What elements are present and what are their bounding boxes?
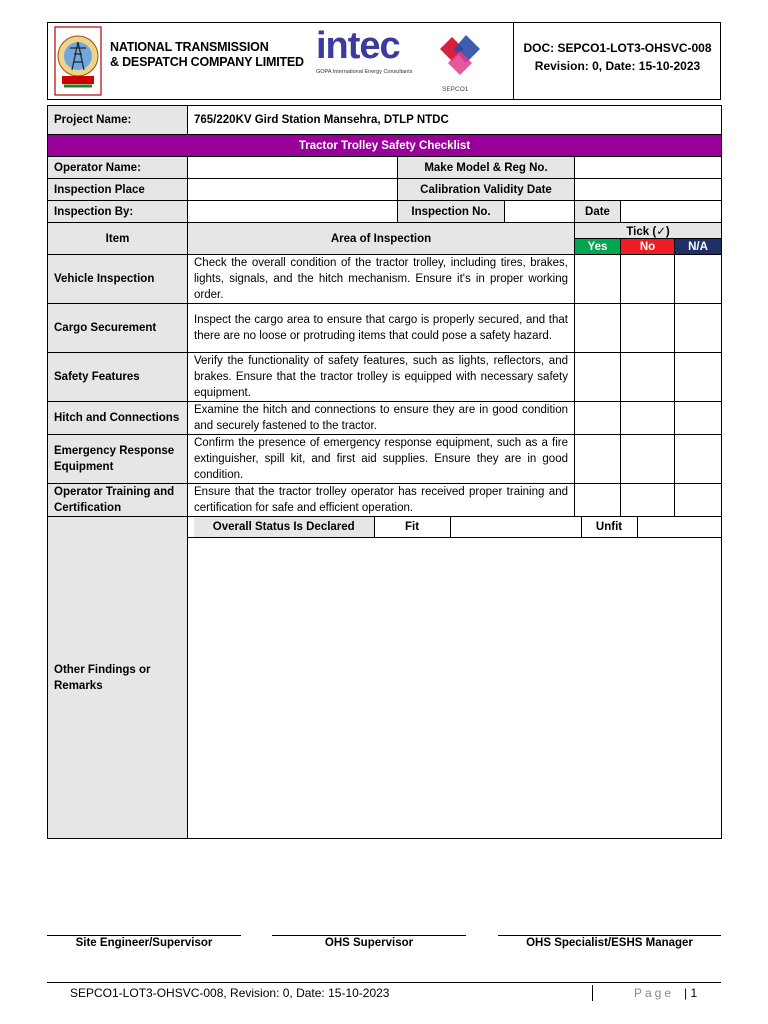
- footer-doc-ref: SEPCO1-LOT3-OHSVC-008, Revision: 0, Date: 15-10-2023: [70, 986, 390, 1000]
- date-label: Date: [575, 201, 621, 223]
- yes-checkbox[interactable]: [575, 353, 621, 402]
- item-description: Confirm the presence of emergency response equipment, such as a fire extinguisher, spill kit, and first aid supplies. Ensure they are in good condition.: [188, 435, 575, 484]
- table-row: [48, 255, 722, 304]
- area-column-header: Area of Inspection: [188, 223, 575, 255]
- operator-name-label: Operator Name:: [48, 157, 188, 179]
- inspection-place-field[interactable]: [188, 179, 398, 201]
- inspection-place-label: Inspection Place: [48, 179, 188, 201]
- status-row: [48, 517, 722, 538]
- item-label: Cargo Securement: [48, 304, 188, 353]
- calibration-label: Calibration Validity Date: [398, 179, 575, 201]
- footer-page-word: Page: [634, 986, 675, 1000]
- table-row: [48, 402, 722, 435]
- site-engineer-signature-label: Site Engineer/Supervisor: [75, 937, 213, 949]
- status-table: [194, 517, 728, 537]
- sepco-label: SEPCO1: [442, 86, 469, 93]
- date-field[interactable]: [621, 201, 722, 223]
- item-description: Ensure that the tractor trolley operator has received proper training and certification for safe and efficient operation.: [188, 484, 575, 517]
- place-row: [48, 179, 722, 201]
- intec-logo-text: intec: [316, 25, 400, 67]
- item-column-header: Item: [48, 223, 188, 255]
- inspection-no-label: Inspection No.: [398, 201, 505, 223]
- doc-info: [514, 39, 721, 75]
- ohs-specialist-signature-label: OHS Specialist/ESHS Manager: [526, 937, 693, 949]
- no-checkbox[interactable]: [621, 402, 675, 435]
- table-row: [48, 435, 722, 484]
- ohs-supervisor-signature-label: OHS Supervisor: [324, 937, 414, 949]
- no-checkbox[interactable]: [621, 435, 675, 484]
- checklist-table: [47, 105, 722, 839]
- table-row: [48, 484, 722, 517]
- company-name: [110, 40, 304, 70]
- na-checkbox[interactable]: [675, 484, 722, 517]
- remarks-field[interactable]: [188, 538, 722, 839]
- item-label: Emergency Response Equipment: [48, 435, 188, 484]
- remarks-label: Other Findings or Remarks: [48, 517, 188, 839]
- column-header-row: [48, 223, 722, 239]
- doc-number: DOC: SEPCO1-LOT3-OHSVC-008: [523, 41, 712, 55]
- inspector-row: [48, 201, 722, 223]
- tick-column-header: Tick (✓): [575, 223, 722, 239]
- footer-page-number: | 1: [684, 986, 698, 1000]
- yes-checkbox[interactable]: [575, 402, 621, 435]
- operator-name-field[interactable]: [188, 157, 398, 179]
- item-description: Examine the hitch and connections to ensure they are in good condition and securely fastened to the tractor.: [188, 402, 575, 435]
- overall-status-label: Overall Status Is Declared: [194, 517, 374, 537]
- na-checkbox[interactable]: [675, 255, 722, 304]
- yes-checkbox[interactable]: [575, 255, 621, 304]
- project-name-value: 765/220KV Gird Station Mansehra, DTLP NTDC: [188, 106, 722, 135]
- table-row: [48, 353, 722, 402]
- footer-divider: [47, 982, 721, 983]
- project-row: [48, 106, 722, 135]
- item-label: Hitch and Connections: [48, 402, 188, 435]
- no-checkbox[interactable]: [621, 304, 675, 353]
- item-label: Vehicle Inspection: [48, 255, 188, 304]
- table-row: [48, 304, 722, 353]
- inspection-by-field[interactable]: [188, 201, 398, 223]
- fit-checkbox[interactable]: [450, 517, 581, 537]
- form-title: Tractor Trolley Safety Checklist: [48, 135, 722, 157]
- item-label: Safety Features: [48, 353, 188, 402]
- operator-row: [48, 157, 722, 179]
- fit-label: Fit: [374, 517, 450, 537]
- intec-subtitle: GOPA International Energy Consultants: [316, 69, 413, 75]
- inspection-by-label: Inspection By:: [48, 201, 188, 223]
- item-description: Inspect the cargo area to ensure that cargo is properly secured, and that there are no loose or protruding items that could pose a safety hazard.: [188, 304, 575, 353]
- ntdc-logo-icon: [54, 26, 102, 96]
- company-name-line1: NATIONAL TRANSMISSION: [110, 40, 269, 54]
- project-name-label: Project Name:: [48, 106, 188, 135]
- yes-header: Yes: [575, 239, 621, 255]
- no-checkbox[interactable]: [621, 484, 675, 517]
- item-label: Operator Training and Certification: [48, 484, 188, 517]
- na-checkbox[interactable]: [675, 402, 722, 435]
- document-header: [47, 22, 721, 100]
- item-description: Check the overall condition of the tractor trolley, including tires, brakes, lights, signals, and the hitch mechanism. Ensure it's in proper working order.: [188, 255, 575, 304]
- na-header: N/A: [675, 239, 722, 255]
- no-header: No: [621, 239, 675, 255]
- na-checkbox[interactable]: [675, 353, 722, 402]
- signature-line-ohs-supervisor: [272, 935, 466, 936]
- na-checkbox[interactable]: [675, 435, 722, 484]
- footer-separator: [592, 985, 593, 1001]
- yes-checkbox[interactable]: [575, 435, 621, 484]
- doc-revision: Revision: 0, Date: 15-10-2023: [534, 59, 701, 73]
- make-model-field[interactable]: [575, 157, 722, 179]
- make-model-label: Make Model & Reg No.: [398, 157, 575, 179]
- signature-line-ohs-specialist: [498, 935, 721, 936]
- unfit-label: Unfit: [581, 517, 637, 537]
- inspection-no-field[interactable]: [505, 201, 575, 223]
- item-description: Verify the functionality of safety features, such as lights, reflectors, and brakes. Ensure that the tractor trolley is equipped with necessary safety equipment.: [188, 353, 575, 402]
- calibration-field[interactable]: [575, 179, 722, 201]
- company-name-line2: & DESPATCH COMPANY LIMITED: [110, 55, 304, 69]
- sepco-logo-icon: [438, 29, 486, 85]
- no-checkbox[interactable]: [621, 353, 675, 402]
- unfit-checkbox[interactable]: [637, 517, 728, 537]
- yes-checkbox[interactable]: [575, 304, 621, 353]
- signature-line-site-engineer: [47, 935, 241, 936]
- yes-checkbox[interactable]: [575, 484, 621, 517]
- no-checkbox[interactable]: [621, 255, 675, 304]
- na-checkbox[interactable]: [675, 304, 722, 353]
